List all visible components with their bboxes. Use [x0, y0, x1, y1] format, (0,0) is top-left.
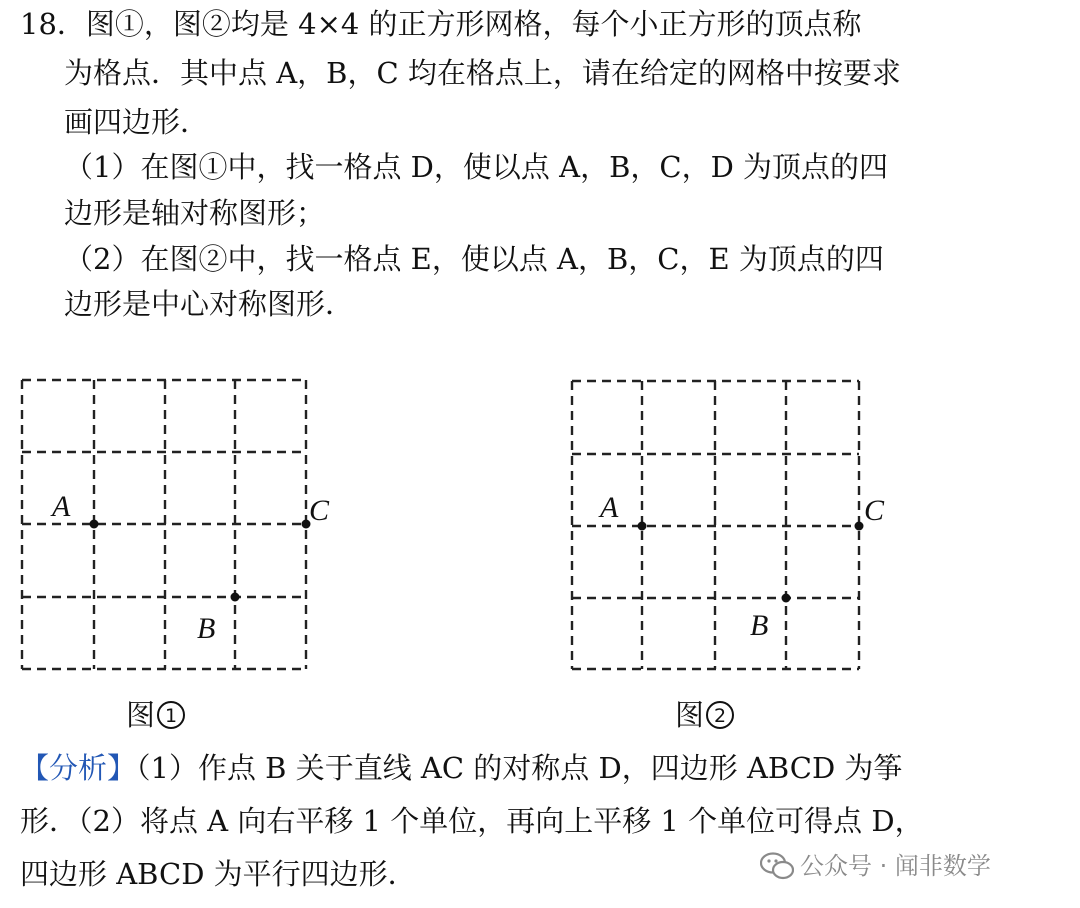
point-b-dot: [782, 594, 791, 603]
point-b-label: B: [197, 612, 216, 645]
watermark: 公众号 · 闻非数学: [760, 846, 991, 881]
point-a-dot: [90, 520, 99, 529]
point-a-label: A: [52, 490, 71, 523]
analysis-line-3: 四边形 ABCD 为平行四边形．: [20, 857, 417, 891]
grid-lines: [572, 381, 859, 669]
grid-lines: [22, 380, 306, 669]
point-a-label: A: [600, 491, 619, 524]
figure-1-caption: 图 1: [126, 697, 187, 733]
problem-line-3: 画四边形．: [64, 105, 210, 139]
grid-figure-1: [0, 360, 360, 690]
circled-two: 2: [706, 701, 734, 729]
wechat-icon: [760, 852, 794, 880]
problem-line-1: 18．图①，图②均是 4×4 的正方形网格，每个小正方形的顶点称: [20, 7, 862, 41]
point-c-label: C: [864, 494, 885, 527]
point-a-dot: [638, 522, 647, 531]
analysis-line-2: 形．（2）将点 A 向右平移 1 个单位，再向上平移 1 个单位可得点 D，: [20, 804, 924, 838]
figure-2-caption: 图 2: [675, 697, 736, 733]
circled-one: 1: [157, 701, 185, 729]
part2-line-1: （2）在图②中，找一格点 E，使以点 A，B，C，E 为顶点的四: [64, 242, 884, 276]
point-c-label: C: [309, 494, 330, 527]
problem-line-2: 为格点．其中点 A，B，C 均在格点上，请在给定的网格中按要求: [64, 56, 901, 90]
point-c-dot: [855, 522, 864, 531]
point-b-label: B: [750, 609, 769, 642]
grid-figure-2: [555, 360, 915, 690]
point-b-dot: [231, 593, 240, 602]
part2-line-2: 边形是中心对称图形．: [64, 287, 355, 321]
part1-line-2: 边形是轴对称图形；: [64, 196, 326, 230]
analysis-tag: 【分析】: [20, 751, 137, 785]
part1-line-1: （1）在图①中，找一格点 D，使以点 A，B，C，D 为顶点的四: [64, 150, 889, 184]
analysis-line-1: 【分析】（1）作点 B 关于直线 AC 的对称点 D，四边形 ABCD 为筝: [20, 751, 903, 785]
